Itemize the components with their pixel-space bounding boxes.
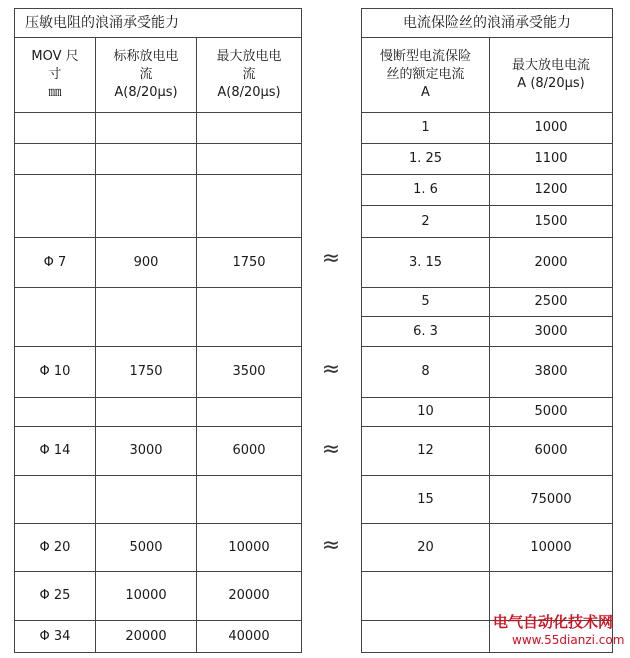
table-cell: 5 (362, 288, 490, 317)
table-cell: 2500 (490, 288, 613, 317)
table-cell: 3000 (490, 317, 613, 347)
table-cell (197, 175, 302, 238)
table-cell: 10000 (197, 524, 302, 572)
table-cell: 1. 25 (362, 144, 490, 175)
table-cell (15, 144, 96, 175)
approx-symbol: ≈ (321, 533, 341, 558)
table-cell: 5000 (96, 524, 197, 572)
table-cell: 6000 (197, 427, 302, 476)
table-cell: 1000 (490, 113, 613, 144)
table-cell: 20000 (197, 572, 302, 621)
col-header-max-current: 最大放电电 流 A(8/20μs) (197, 38, 302, 113)
table-cell: 75000 (490, 476, 613, 524)
table-cell: 1500 (490, 206, 613, 238)
table-cell: 1 (362, 113, 490, 144)
table-row (15, 347, 302, 398)
table-row (362, 347, 613, 398)
table-cell: 6. 3 (362, 317, 490, 347)
table-cell (96, 398, 197, 427)
table-cell: 900 (96, 238, 197, 288)
col-header-fuse-rated-current: 慢断型电流保险 丝的额定电流 A (362, 38, 490, 113)
table-cell (362, 621, 490, 653)
table-cell: Φ 34 (15, 621, 96, 653)
table-cell: Φ 10 (15, 347, 96, 398)
table-cell: 1100 (490, 144, 613, 175)
table-cell: 3500 (197, 347, 302, 398)
table-cell: 3. 15 (362, 238, 490, 288)
watermark-site-url: www.55dianzi.com (512, 633, 625, 647)
table-cell (15, 398, 96, 427)
table-cell: 2000 (490, 238, 613, 288)
table-cell (96, 476, 197, 524)
fuse-table-title: 电流保险丝的浪涌承受能力 (362, 9, 613, 38)
table-row (15, 572, 302, 621)
table-row (362, 288, 613, 317)
table-row (362, 144, 613, 175)
table-cell: 10 (362, 398, 490, 427)
table-cell (15, 476, 96, 524)
table-cell: 3800 (490, 347, 613, 398)
table-cell (15, 175, 96, 238)
table-row (15, 175, 302, 238)
table-cell (197, 398, 302, 427)
table-row (362, 113, 613, 144)
table-cell: 20 (362, 524, 490, 572)
table-row (362, 476, 613, 524)
table-cell (197, 476, 302, 524)
table-cell (197, 113, 302, 144)
table-row (362, 238, 613, 288)
table-cell: Φ 25 (15, 572, 96, 621)
table-cell: 12 (362, 427, 490, 476)
watermark-site-name: 电气自动化技术网 (493, 613, 614, 631)
table-cell: Φ 20 (15, 524, 96, 572)
table-row (15, 427, 302, 476)
table-cell: 10000 (490, 524, 613, 572)
table-row (362, 317, 613, 347)
table-row (15, 113, 302, 144)
fuse-surge-table (361, 8, 613, 653)
table-row (15, 476, 302, 524)
table-cell: 8 (362, 347, 490, 398)
table-cell: 1200 (490, 175, 613, 206)
col-header-nominal-current: 标称放电电 流 A(8/20μs) (96, 38, 197, 113)
table-cell (96, 288, 197, 347)
table-row (362, 427, 613, 476)
table-cell (96, 175, 197, 238)
table-cell: 1. 6 (362, 175, 490, 206)
table-cell: 1750 (197, 238, 302, 288)
mov-table-title: 压敏电阻的浪涌承受能力 (15, 9, 302, 38)
table-cell (96, 113, 197, 144)
table-cell (197, 288, 302, 347)
table-cell: 15 (362, 476, 490, 524)
approx-symbol: ≈ (321, 437, 341, 462)
table-cell: 1750 (96, 347, 197, 398)
table-row (362, 524, 613, 572)
table-row (15, 524, 302, 572)
table-row (362, 175, 613, 206)
table-row (15, 238, 302, 288)
table-cell: 2 (362, 206, 490, 238)
table-cell (96, 144, 197, 175)
table-cell (15, 288, 96, 347)
table-row (15, 144, 302, 175)
table-cell: 10000 (96, 572, 197, 621)
table-cell (362, 572, 490, 621)
col-header-fuse-max-current: 最大放电电流 A (8/20μs) (490, 38, 613, 113)
table-row (15, 288, 302, 347)
table-row (362, 206, 613, 238)
mov-surge-table (14, 8, 302, 653)
table-cell: 3000 (96, 427, 197, 476)
table-cell: 20000 (96, 621, 197, 653)
table-row (362, 398, 613, 427)
table-cell: 5000 (490, 398, 613, 427)
table-cell: 6000 (490, 427, 613, 476)
table-cell (15, 113, 96, 144)
table-row (15, 621, 302, 653)
approx-symbol: ≈ (321, 246, 341, 271)
table-cell (197, 144, 302, 175)
table-cell: Φ 14 (15, 427, 96, 476)
table-cell: Φ 7 (15, 238, 96, 288)
table-cell: 40000 (197, 621, 302, 653)
col-header-mov-size: MOV 尺 寸 ㎜ (15, 38, 96, 113)
table-row (15, 398, 302, 427)
approx-symbol: ≈ (321, 357, 341, 382)
